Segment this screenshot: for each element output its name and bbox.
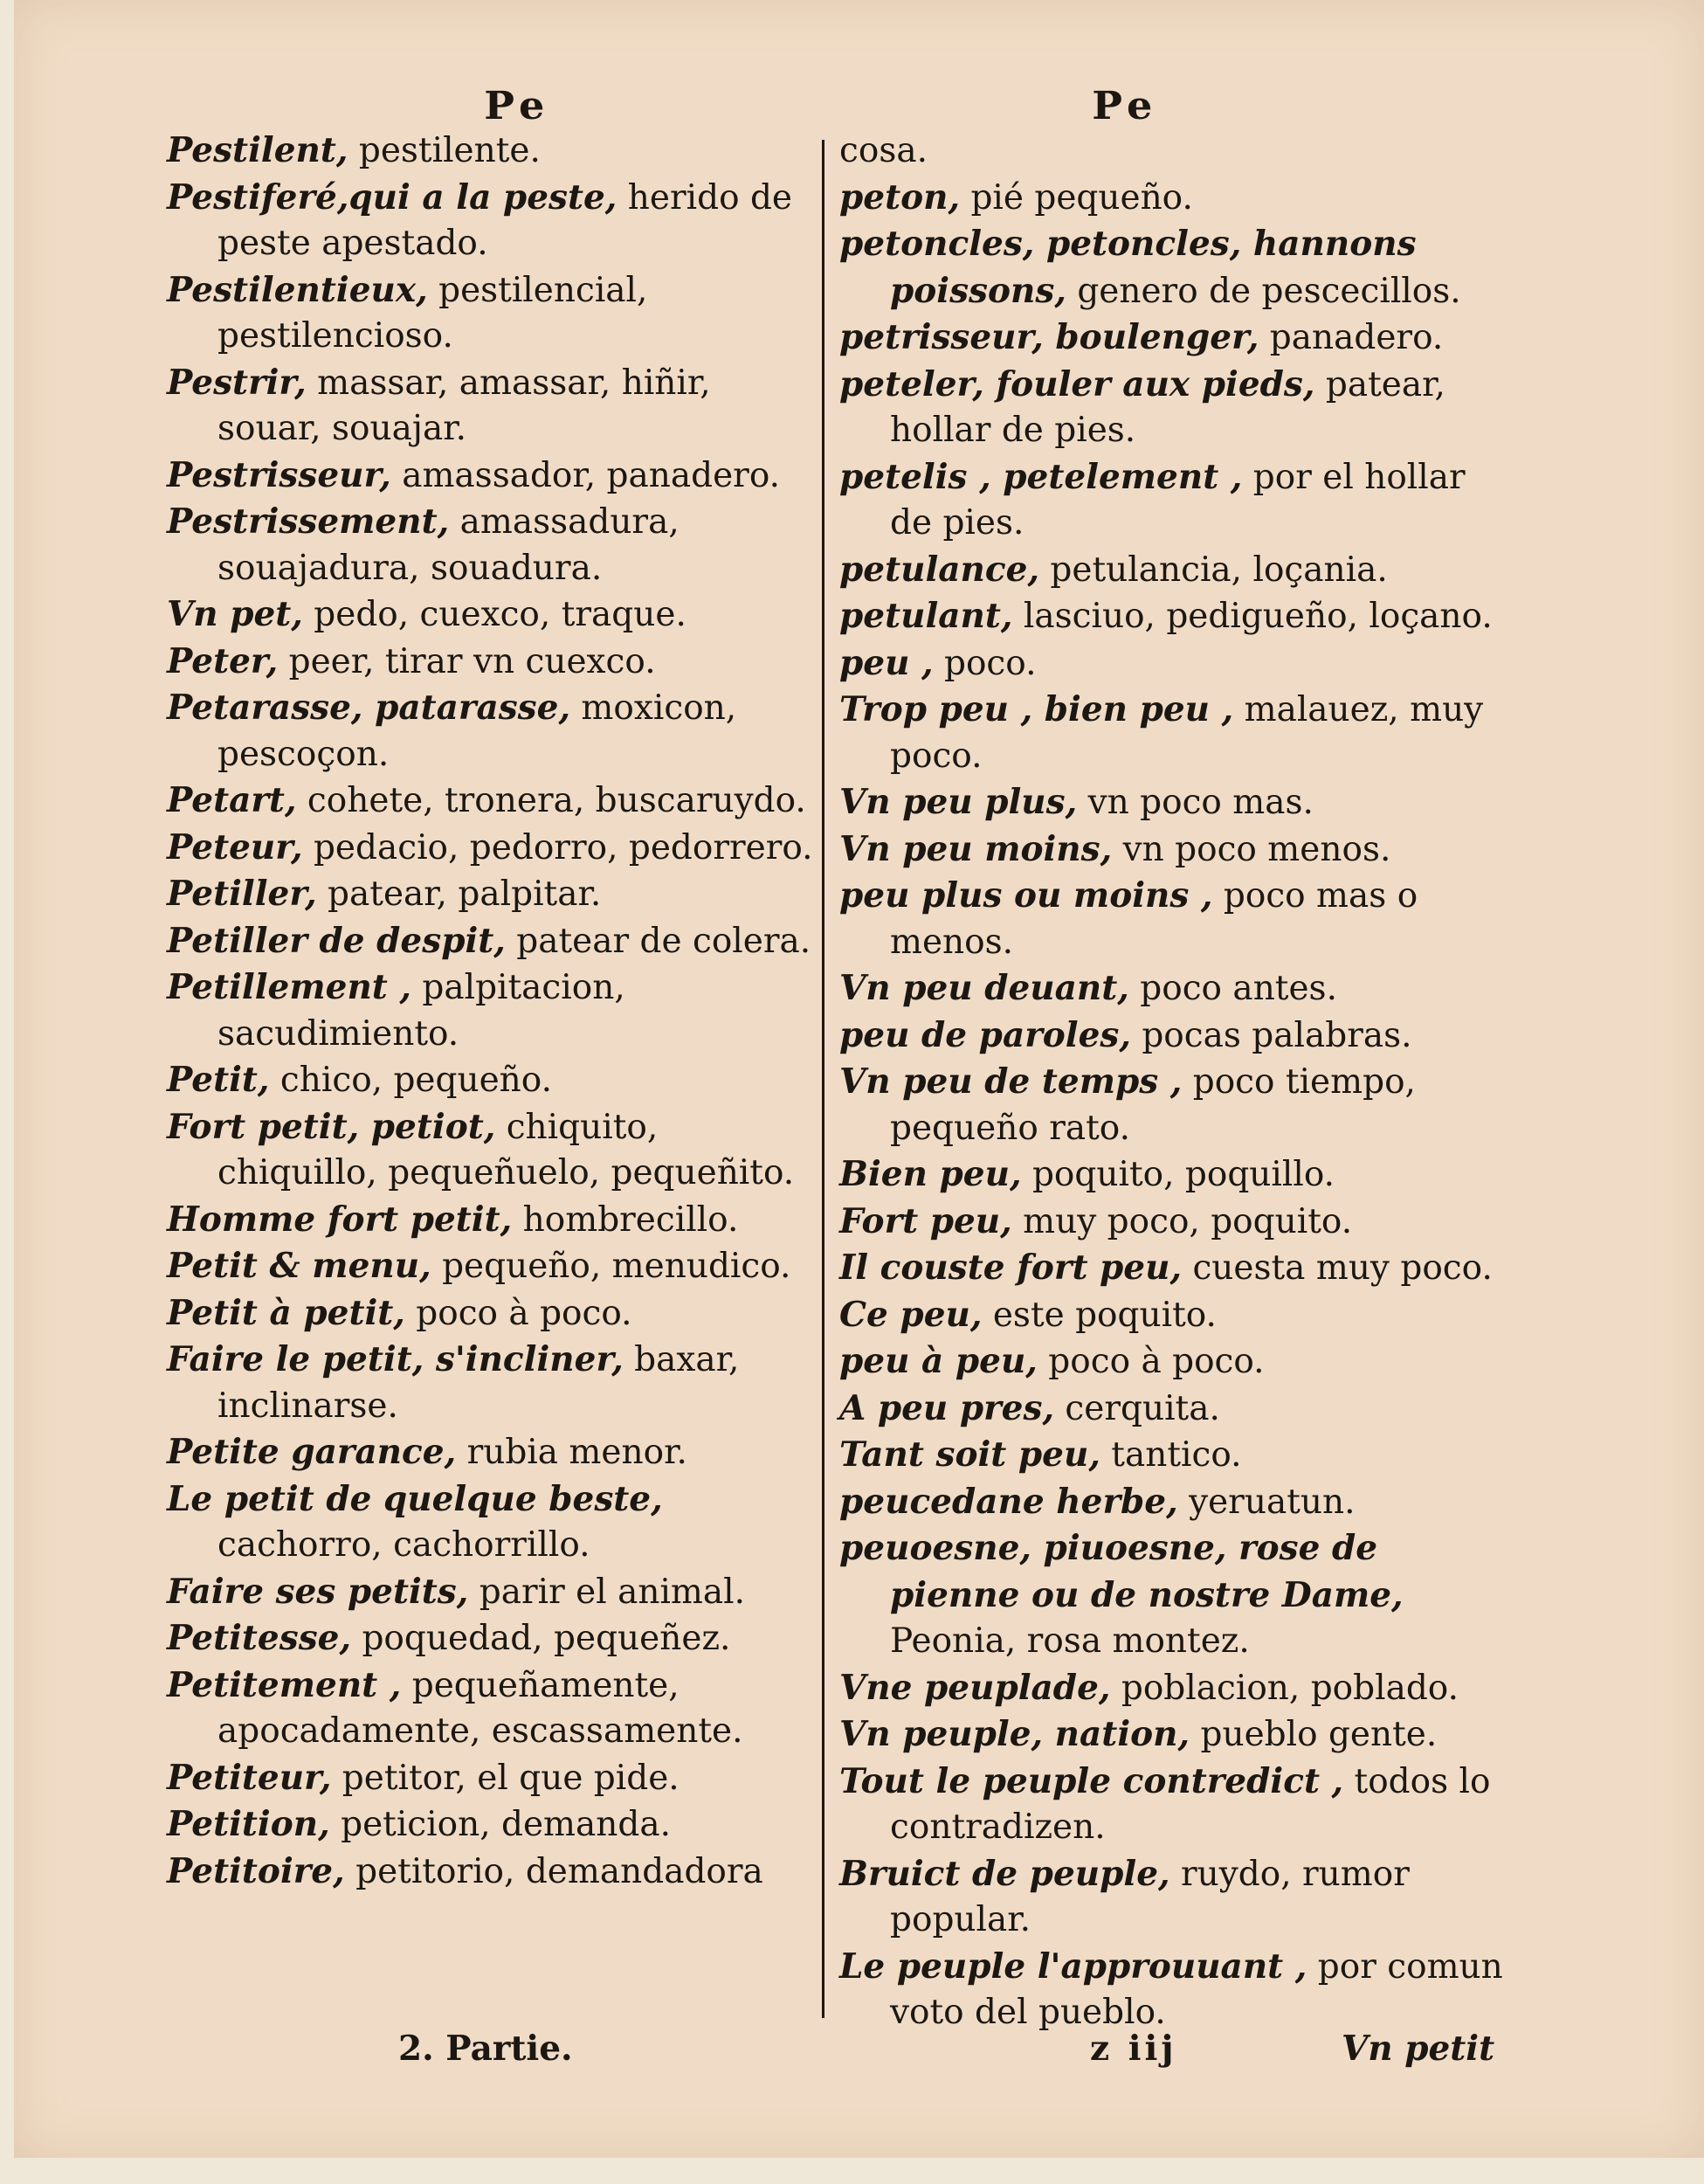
entry-definition: poquito, poquillo. <box>1021 1155 1335 1194</box>
dictionary-entry <box>167 1849 813 1896</box>
dictionary-entry <box>839 1245 1512 1292</box>
entry-headword: Petart, <box>167 780 297 820</box>
entry-headword: Vn peu de temps , <box>839 1061 1183 1102</box>
entry-headword: Le peuple l'approuuant , <box>839 1946 1307 1987</box>
entry-headword: Petiller de despit, <box>167 920 506 961</box>
dictionary-entry <box>839 547 1512 594</box>
entry-headword: Peteur, <box>167 826 303 867</box>
dictionary-entry <box>167 1429 813 1476</box>
entry-definition: pestilente. <box>348 131 541 170</box>
entry-definition: muy poco, poquito. <box>1011 1201 1353 1241</box>
entry-headword: Vn peu plus, <box>839 782 1078 822</box>
entry-headword: petulance, <box>839 549 1040 590</box>
entry-definition: pequeño, menudico. <box>431 1247 791 1286</box>
entry-definition: pestilencial, pestilencioso. <box>217 270 648 356</box>
right-column <box>839 128 1512 2036</box>
entry-headword: Petillement , <box>167 967 411 1007</box>
folio-mark: z iij <box>1090 2028 1177 2069</box>
entry-definition: pueblo gente. <box>1190 1715 1438 1754</box>
right-running-head: Pe <box>1092 84 1158 128</box>
dictionary-entry <box>839 965 1512 1013</box>
entry-definition: amassador, panadero. <box>390 455 781 495</box>
dictionary-entry <box>839 1199 1512 1246</box>
dictionary-entry <box>167 1104 813 1197</box>
dictionary-entry <box>167 1615 813 1662</box>
dictionary-entry <box>839 1292 1512 1339</box>
entry-headword: Vn pet, <box>167 594 303 634</box>
entry-headword: peu , <box>839 642 934 683</box>
entry-definition: hombrecillo. <box>512 1199 739 1240</box>
entry-headword: Petarasse, patarasse, <box>167 688 571 728</box>
entry-headword: Petition, <box>167 1804 330 1844</box>
left-running-head: Pe <box>484 84 550 128</box>
entry-definition: genero de pescecillos. <box>1066 271 1461 311</box>
entry-definition: amassadura, souajadura, souadura. <box>217 502 680 588</box>
entry-headword: peteler, fouler aux pieds, <box>839 363 1315 404</box>
entry-headword: A peu pres, <box>839 1387 1055 1428</box>
entry-definition: por comun voto del pueblo. <box>890 1946 1503 2032</box>
entry-headword: Petite garance, <box>167 1432 457 1472</box>
entry-definition: chiquito, chiquillo, pequeñuelo, pequeñito. <box>217 1107 795 1192</box>
entry-definition: vn poco mas. <box>1077 783 1314 822</box>
entry-definition: malauez, muy poco. <box>890 690 1484 776</box>
dictionary-entry <box>167 1755 813 1802</box>
entry-definition: massar, amassar, hiñir, souar, souajar. <box>217 363 711 448</box>
dictionary-entry <box>839 1759 1512 1851</box>
entry-headword: Vn peu moins, <box>839 828 1113 869</box>
entry-definition: peer, tirar vn cuexco. <box>278 641 656 681</box>
entry-definition: todos lo contradizen. <box>890 1761 1491 1847</box>
entry-definition: lasciuo, pediguеño, loçano. <box>1012 597 1493 636</box>
entry-definition: por el hollar de pies. <box>890 457 1466 543</box>
left-column <box>167 128 813 1895</box>
entry-headword: Bruict de peuple, <box>839 1853 1170 1894</box>
entry-headword: petulant, <box>839 596 1013 636</box>
entry-definition: petulancia, loçania. <box>1039 549 1388 590</box>
dictionary-entry <box>839 1386 1512 1433</box>
entry-headword: peu plus ou moins , <box>839 875 1213 916</box>
dictionary-entry <box>167 918 813 965</box>
entry-definition: herido de peste apestado. <box>217 177 792 263</box>
entry-definition: chico, pequeño. <box>269 1061 552 1100</box>
dictionary-entry <box>167 871 813 918</box>
dictionary-entry <box>839 1851 1512 1944</box>
entry-definition: patear, palpitar. <box>316 874 602 914</box>
dictionary-entry <box>167 639 813 686</box>
entry-definition: pocas palabras. <box>1130 1015 1412 1055</box>
entry-headword: Bien peu, <box>839 1154 1022 1194</box>
entry-headword: Pestrissement, <box>167 501 450 542</box>
dictionary-entry <box>839 826 1512 874</box>
signature-mark: 2. Partie. <box>398 2028 573 2069</box>
dictionary-entry <box>839 175 1512 222</box>
entry-headword: Faire ses petits, <box>167 1571 469 1612</box>
dictionary-entry <box>839 362 1512 454</box>
entry-headword: peu de paroles, <box>839 1014 1131 1055</box>
entry-headword: Petiteur, <box>167 1757 332 1798</box>
entry-definition: poco mas o menos. <box>890 876 1418 962</box>
entry-definition: cohete, tronera, buscaruydo. <box>296 781 806 820</box>
dictionary-entry <box>167 1337 813 1429</box>
dictionary-entry <box>167 1662 813 1755</box>
dictionary-entry <box>839 1338 1512 1386</box>
entry-headword: Vn peu deuant, <box>839 968 1129 1008</box>
entry-definition: baxar, inclinarse. <box>217 1340 740 1426</box>
entry-definition: poquedad, pequeñez. <box>351 1619 731 1658</box>
dictionary-entry <box>839 687 1512 779</box>
dictionary-entry <box>167 175 813 267</box>
book-page <box>14 0 1704 2158</box>
dictionary-entry <box>839 1479 1512 1526</box>
catchword: Vn petit <box>1342 2028 1495 2069</box>
entry-definition: cuesta muy poco. <box>1182 1248 1493 1288</box>
dictionary-entry <box>167 267 813 360</box>
dictionary-entry <box>839 1059 1512 1151</box>
dictionary-entry <box>839 1665 1512 1712</box>
entry-headword: peton, <box>839 176 961 218</box>
dictionary-entry <box>167 1290 813 1337</box>
dictionary-entry <box>839 1711 1512 1759</box>
entry-headword: peu à peu, <box>839 1341 1038 1381</box>
entry-headword: petelis , petelement , <box>839 456 1243 497</box>
dictionary-entry <box>167 778 813 825</box>
dictionary-entry <box>167 360 813 453</box>
entry-headword: Vne peuplade, <box>839 1667 1111 1708</box>
entry-definition: moxicon, pescoçon. <box>217 688 737 774</box>
dictionary-entry <box>167 128 813 175</box>
entry-definition: Peonia, rosa montez. <box>890 1621 1250 1661</box>
entry-headword: Pestrir, <box>167 362 307 403</box>
dictionary-entry <box>167 685 813 778</box>
entry-definition: cachorro, cachorrillo. <box>217 1525 590 1565</box>
entry-headword: Pestilentieux, <box>167 269 428 310</box>
entry-headword: Pestilent, <box>167 130 348 170</box>
dictionary-entry <box>167 591 813 639</box>
entry-headword: Petiller, <box>167 874 317 914</box>
entry-headword: Fort petit, petiot, <box>167 1106 496 1147</box>
dictionary-entry <box>839 1013 1512 1060</box>
entry-headword: Petit, <box>167 1060 270 1100</box>
entry-headword: Le petit de quelque beste, <box>167 1478 663 1519</box>
entry-definition: panadero. <box>1259 318 1444 357</box>
entry-definition: pié pequeño. <box>960 177 1193 218</box>
entry-headword: Pestiferé,qui a la peste, <box>167 176 617 218</box>
entry-definition: parir el animal. <box>468 1572 746 1612</box>
entry-definition: poco antes. <box>1128 969 1337 1008</box>
dictionary-entry <box>839 454 1512 547</box>
entry-headword: petrisseur, boulenger, <box>839 317 1259 357</box>
dictionary-entry <box>839 873 1512 965</box>
entry-headword: Faire le petit, s'incliner, <box>167 1339 624 1379</box>
column-divider <box>822 140 824 2018</box>
dictionary-entry <box>167 1569 813 1616</box>
dictionary-entry <box>167 453 813 500</box>
entry-headword: peucedane herbe, <box>839 1481 1178 1522</box>
entry-headword: petoncles, petoncles, hannons poissons, <box>839 224 1417 311</box>
entry-definition: pedacio, pedorro, pedorrero. <box>302 827 813 867</box>
dictionary-entry <box>839 314 1512 362</box>
entry-headword: Fort peu, <box>839 1200 1012 1241</box>
entry-definition: poblacion, poblado. <box>1110 1668 1459 1708</box>
dictionary-entry <box>167 1057 813 1104</box>
entry-definition: cosa. <box>839 131 928 170</box>
entry-headword: Petitoire, <box>167 1850 345 1891</box>
entry-headword: Petitesse, <box>167 1618 352 1658</box>
dictionary-entry <box>167 964 813 1057</box>
entry-headword: Il couste fort peu, <box>839 1248 1183 1288</box>
entry-definition: este poquito. <box>982 1295 1217 1335</box>
dictionary-entry <box>167 1801 813 1849</box>
dictionary-entry <box>167 1476 813 1569</box>
entry-headword: Petitement , <box>167 1664 402 1705</box>
entry-definition: petitorio, demandadora <box>344 1851 763 1891</box>
dictionary-entry <box>839 221 1512 314</box>
dictionary-entry <box>839 593 1512 640</box>
entry-headword: Tout le peuple contredict , <box>839 1760 1344 1801</box>
entry-headword: Ce peu, <box>839 1294 983 1335</box>
entry-definition: tantico. <box>1100 1435 1242 1475</box>
dictionary-entry <box>839 1944 1512 2036</box>
dictionary-entry <box>839 1432 1512 1479</box>
entry-definition: petitor, el que pide. <box>331 1758 680 1798</box>
entry-definition: poco. <box>933 643 1037 683</box>
entry-definition: pedo, cuexco, traque. <box>302 595 686 634</box>
entry-headword: Petit à petit, <box>167 1292 405 1333</box>
entry-definition: peticion, demanda. <box>329 1805 672 1844</box>
dictionary-entry <box>839 779 1512 826</box>
entry-headword: Tant soit peu, <box>839 1434 1100 1475</box>
entry-definition: yeruatun. <box>1177 1482 1356 1522</box>
entry-definition: palpitacion, sacudimiento. <box>217 968 625 1054</box>
entry-headword: Vn peuple, nation, <box>839 1714 1190 1754</box>
entry-headword: Peter, <box>167 640 279 681</box>
dictionary-entry <box>839 128 1512 175</box>
entry-definition: cerquita. <box>1054 1388 1220 1428</box>
dictionary-entry <box>167 825 813 872</box>
entry-definition: ruydo, rumor popular. <box>890 1854 1410 1939</box>
dictionary-entry <box>167 499 813 591</box>
dictionary-entry <box>839 1151 1512 1199</box>
entry-headword: peuoesne, piuoesne, rose de pienne ou de nostre Dame, <box>839 1528 1404 1615</box>
entry-headword: Pestrisseur, <box>167 454 391 495</box>
entry-definition: vn poco menos. <box>1112 829 1391 869</box>
dictionary-entry <box>839 1525 1512 1665</box>
entry-definition: patear, hollar de pies. <box>890 364 1445 450</box>
entry-headword: Trop peu , bien peu , <box>839 689 1234 729</box>
entry-definition: poco à poco. <box>1037 1342 1265 1381</box>
entry-headword: Homme fort petit, <box>167 1199 513 1240</box>
entry-definition: poco à poco. <box>404 1293 632 1333</box>
dictionary-entry <box>167 1243 813 1290</box>
entry-definition: poco tiempo, pequeño rato. <box>890 1062 1416 1148</box>
entry-definition: rubia menor. <box>456 1433 687 1472</box>
entry-definition: pequeñamente, apocadamente, escassamente. <box>217 1665 743 1751</box>
entry-definition: patear de colera. <box>505 921 811 961</box>
dictionary-entry <box>839 640 1512 688</box>
entry-headword: Petit & menu, <box>167 1246 431 1286</box>
dictionary-entry <box>167 1197 813 1244</box>
